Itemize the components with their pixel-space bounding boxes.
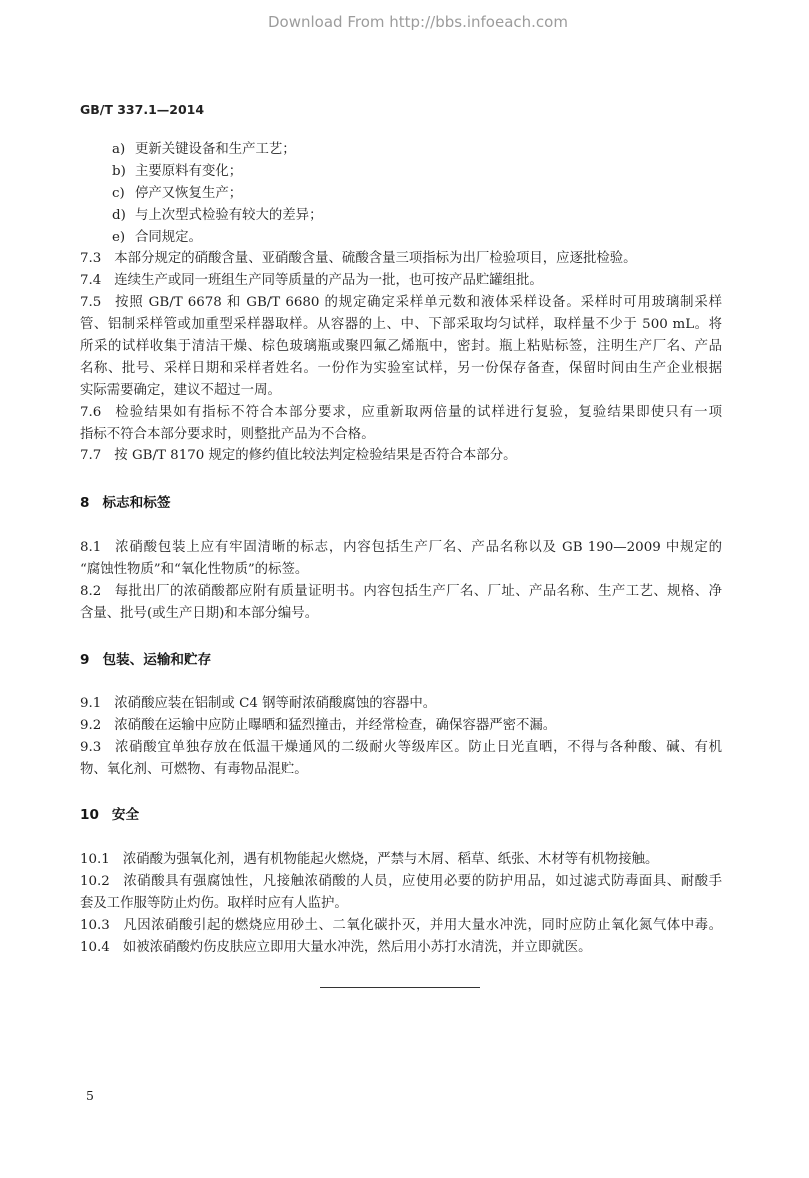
clause-number: 7.7 [80,448,102,464]
clause-line: “腐蚀性物质”和“氧化性物质”的标签。 [80,561,309,577]
list-item-a [80,139,722,161]
clause-line: 套及工作服等防止灼伤。取样时应有人监护。 [80,895,348,911]
list-item-e [80,227,722,249]
section-8-body [80,537,722,625]
clause-text: 浓硝酸为强氧化剂，遇有机物能起火燃烧，严禁与木屑、稻草、纸张、木材等有机物接触。 [122,852,659,867]
clause-text: 按 GB/T 8170 规定的修约值比较法判定检验结果是否符合本部分。 [114,448,517,464]
clause-number: 10.3 [80,917,110,933]
standard-code-header: GB/T 337.1—2014 [80,102,205,117]
list-item-text: 更新关键设备和生产工艺； [135,142,296,157]
clause-number: 7.5 [80,295,102,311]
clause-7-6 [80,402,722,446]
section-title: 标志和标签 [102,495,171,511]
clause-8-1 [80,537,722,581]
clause-10-4 [80,937,722,959]
clause-7-4 [80,270,722,292]
clause-9-2 [80,715,722,737]
clause-text: 浓硝酸包装上应有牢固清晰的标志，内容包括生产厂名、产品名称以及 GB 190—2009 中规定的 [114,540,722,555]
clause-text: 如被浓硝酸灼伤皮肤应立即用大量水冲洗，然后用小苏打水清洗，并立即就医。 [122,939,592,955]
clause-line: 指标不符合本部分要求时，则整批产品为不合格。 [80,426,375,442]
section-title: 安全 [111,807,140,823]
clause-number: 8.2 [80,583,102,599]
clause-number: 10.4 [80,939,110,955]
clause-text: 本部分规定的硝酸含量、亚硝酸含量、硫酸含量三项指标为出厂检验项目，应逐批检验。 [114,251,637,267]
clause-line [80,737,722,759]
clause-line [80,292,722,314]
clause-text: 浓硝酸宜单独存放在低温干燥通风的二级耐火等级库区。防止日光直晒，不得与各种酸、碱、有机 [114,739,722,755]
clause-10-3 [80,915,722,937]
clause-number: 10.2 [80,873,110,889]
clause-line [80,537,722,559]
clause-number: 9.2 [80,717,102,733]
clause-line: 名称、批号、采样日期和采样者姓名。一份作为实验室试样，另一份保存备查，保留时间由生产企业根据 [80,360,722,376]
section-title: 包装、运输和贮存 [102,652,212,668]
clause-number: 9.3 [80,739,102,755]
clause-text: 每批出厂的浓硝酸都应附有质量证明书。内容包括生产厂名、厂址、产品名称、生产工艺、规格、净 [114,583,722,599]
clause-9-1 [80,693,722,715]
list-marker: a) [112,142,126,157]
clause-text: 连续生产或同一班组生产同等质量的产品为一批，也可按产品贮罐组批。 [114,273,543,289]
list-item-text: 合同规定。 [135,229,202,245]
clause-text: 凡因浓硝酸引起的燃烧应用砂土、二氧化碳扑灭，并用大量水冲洗，同时应防止氧化氮气体中毒。 [122,917,722,933]
clause-9-3 [80,737,722,781]
clause-10-2 [80,871,722,915]
clause-line [80,581,722,603]
clause-line [80,402,722,424]
list-marker: c) [112,185,125,201]
clause-number: 7.3 [80,251,102,267]
section-8-heading [80,492,722,514]
list-item-text: 主要原料有变化； [135,163,243,179]
list-item-text: 停产又恢复生产； [135,185,243,201]
list-item-d [80,205,722,227]
list-item-b [80,161,722,183]
section-number: 10 [80,807,99,823]
section-number: 9 [80,652,90,668]
clause-number: 7.4 [80,273,102,289]
clause-text: 浓硝酸应装在铝制或 C4 钢等耐浓硝酸腐蚀的容器中。 [114,696,437,711]
section-7-continuation [80,139,722,467]
clause-7-5 [80,292,722,401]
clause-number: 9.1 [80,696,102,711]
clause-number: 8.1 [80,540,102,555]
clause-10-1 [80,849,722,871]
end-of-standard-rule [320,987,480,988]
clause-line: 含量、批号(或生产日期)和本部分编号。 [80,605,319,621]
section-9-body [80,693,722,781]
clause-number: 10.1 [80,852,110,867]
clause-7-7 [80,445,722,467]
section-number: 8 [80,495,90,511]
download-watermark: Download From http://bbs.infoeach.com [268,13,568,31]
clause-line: 管、铝制采样管或加重型采样器取样。从容器的上、中、下部采取均匀试样，取样量不少于 500 mL。将 [80,317,722,333]
clause-8-2 [80,581,722,625]
list-marker: b) [112,163,126,179]
clause-text: 浓硝酸在运输中应防止曝晒和猛烈撞击，并经常检查，确保容器严密不漏。 [114,717,557,733]
clause-line: 所采的试样收集于清洁干燥、棕色玻璃瓶或聚四氟乙烯瓶中，密封。瓶上粘贴标签，注明生产厂名、产品 [80,339,722,355]
section-9-heading [80,649,722,671]
section-10-body [80,849,722,958]
clause-text: 按照 GB/T 6678 和 GB/T 6680 的规定确定采样单元数和液体采样设备。采样时可用玻璃制采样 [114,295,722,311]
list-item-text: 与上次型式检验有较大的差异； [135,207,323,223]
list-item-c [80,183,722,205]
clause-7-3 [80,248,722,270]
clause-text: 浓硝酸具有强腐蚀性，凡接触浓硝酸的人员，应使用必要的防护用品，如过滤式防毒面具、耐酸手 [122,873,722,889]
clause-line: 物、氧化剂、可燃物、有毒物品混贮。 [80,761,308,777]
clause-line: 实际需要确定，建议不超过一周。 [80,382,281,398]
clause-line [80,871,722,893]
list-marker: d) [112,207,126,223]
section-10-heading [80,804,722,826]
clause-text: 检验结果如有指标不符合本部分要求，应重新取两倍量的试样进行复验，复验结果即使只有一项 [114,404,722,420]
list-marker: e) [112,229,126,245]
clause-number: 7.6 [80,404,102,420]
page-number: 5 [86,1088,94,1103]
